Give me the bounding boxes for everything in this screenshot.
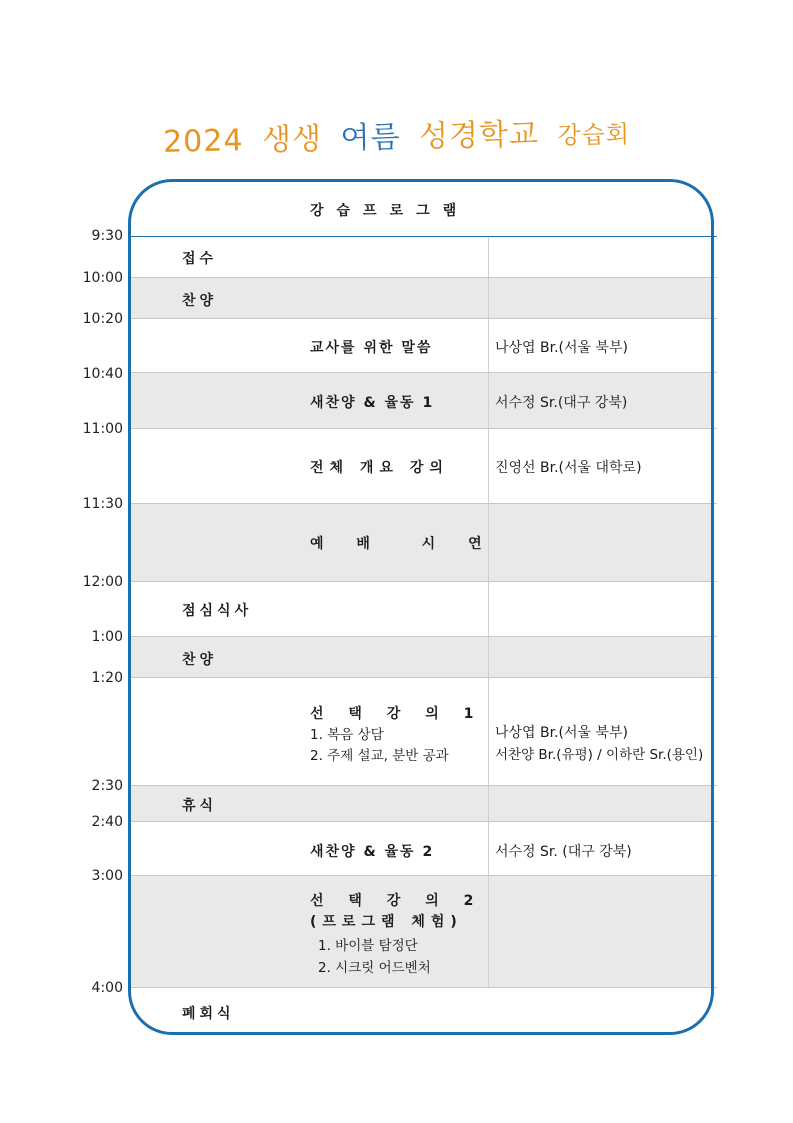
title-year: 2024: [162, 123, 244, 160]
time-label: 11:00: [82, 421, 123, 437]
time-label: 10:40: [82, 366, 123, 382]
speaker: 진영선 Br.(서울 대학로): [495, 460, 642, 476]
time-label: 11:30: [82, 496, 123, 512]
speaker: 나상엽 Br.(서울 북부): [495, 725, 629, 741]
worship-demo-label: 예 배 시 연: [310, 536, 496, 552]
time-label: 10:20: [82, 311, 123, 327]
program-heading: 강습프로그램: [310, 203, 470, 219]
time-label: 10:00: [82, 270, 123, 286]
praise-label: 찬양: [182, 652, 218, 668]
title-part-2: 여름: [340, 119, 401, 157]
speaker: 서수정 Sr. (대구 강북): [495, 844, 632, 860]
title-part-1: 생생: [261, 121, 323, 158]
speaker: 서수정 Sr.(대구 강북): [495, 395, 628, 411]
elective-1-item: 1. 복음 상담: [310, 727, 384, 743]
elective-1-label: 선 택 강 의 1: [310, 706, 484, 722]
closing-label: 폐회식: [182, 1006, 235, 1022]
elective-2-item: 1. 바이블 탐정단: [318, 938, 418, 954]
new-praise-1-label: 새찬양 & 율동 1: [310, 395, 435, 411]
elective-1-item: 2. 주제 설교, 분반 공과: [310, 748, 449, 764]
time-label: 1:00: [91, 629, 123, 645]
praise-label: 찬양: [182, 293, 218, 309]
time-label: 1:20: [91, 670, 123, 686]
title-part-3: 성경학교: [418, 117, 540, 155]
elective-2-label: 선 택 강 의 2: [310, 893, 484, 909]
new-praise-2-label: 새찬양 & 율동 2: [310, 844, 435, 860]
elective-2-item: 2. 시크릿 어드벤처: [318, 960, 431, 976]
reception-label: 접수: [182, 251, 218, 267]
time-label: 2:40: [91, 814, 123, 830]
time-label: 4:00: [91, 980, 123, 996]
speaker: 서찬양 Br.(유평) / 이하란 Sr.(용인): [495, 747, 704, 763]
teacher-talk-label: 교사를 위한 말씀: [310, 340, 433, 356]
elective-2-subtitle: (프로그램 체험): [310, 914, 463, 930]
lunch-label: 점심식사: [182, 603, 253, 619]
overview-lecture-label: 전체 개요 강의: [310, 460, 449, 476]
time-label: 3:00: [91, 868, 123, 884]
page-title: [0, 104, 793, 165]
speaker: 나상엽 Br.(서울 북부): [495, 340, 629, 356]
time-label: 2:30: [91, 778, 123, 794]
time-label: 12:00: [82, 574, 123, 590]
time-label: 9:30: [91, 228, 123, 244]
break-label: 휴식: [182, 798, 218, 814]
title-part-4: 강습회: [557, 120, 631, 150]
